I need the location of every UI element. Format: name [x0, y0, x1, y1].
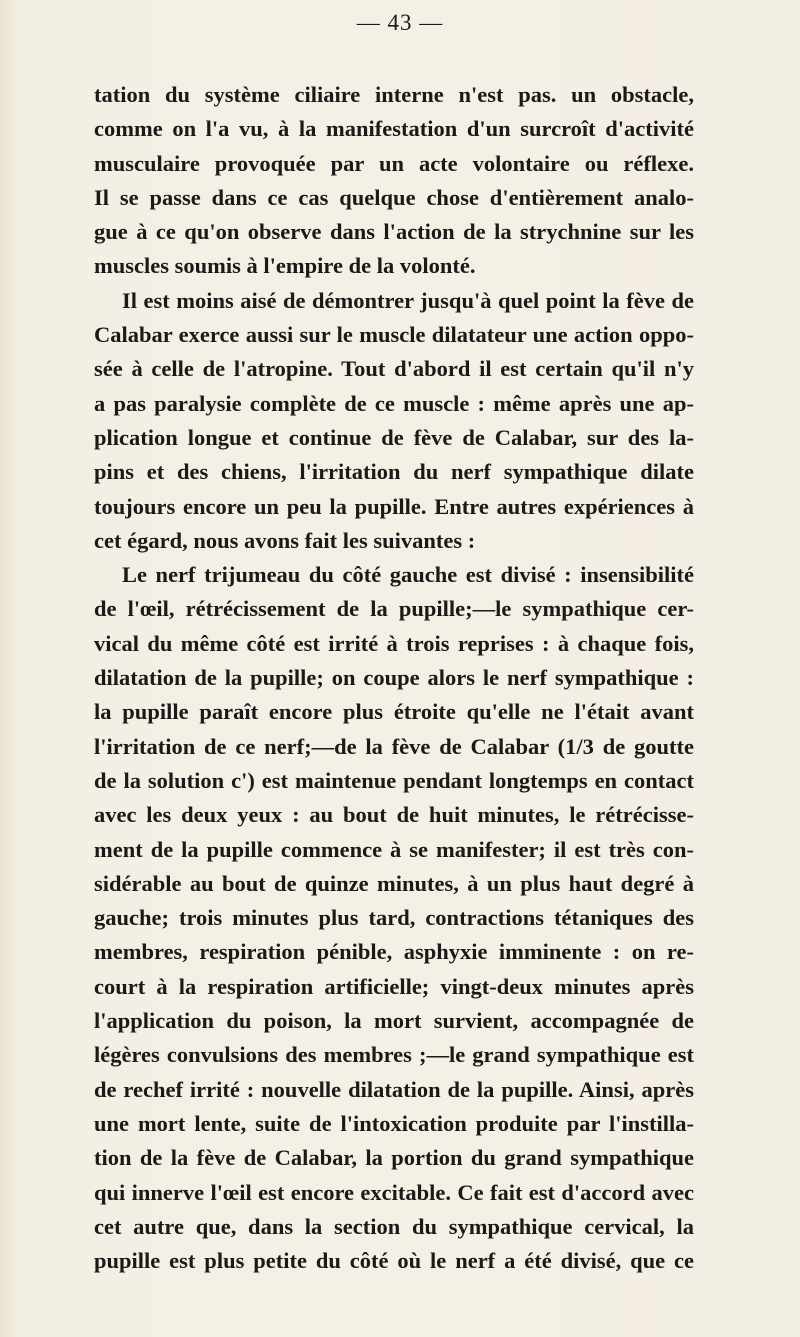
text-line: cet égard, nous avons fait les suivantes : — [94, 527, 476, 553]
text-line: comme on l'a vu, à la manifestation d'un surcroît d'activité — [94, 116, 694, 142]
text-line: muscles soumis à l'empire de la volonté. — [94, 253, 476, 279]
text-line: court à la respiration artificielle; vingt-deux minutes après — [94, 973, 694, 999]
text-line: membres, respiration pénible, asphyxie imminente : on re- — [94, 939, 694, 965]
text-line: sidérable au bout de quinze minutes, à un plus haut degré à — [94, 870, 694, 896]
text-line: tion de la fève de Calabar, la portion du grand sympathique — [94, 1145, 694, 1171]
text-line: une mort lente, suite de l'intoxication produite par l'instilla- — [94, 1110, 694, 1136]
text-line: pins et des chiens, l'irritation du nerf sympathique dilate — [94, 459, 694, 485]
text-line: avec les deux yeux : au bout de huit minutes, le rétrécisse- — [94, 802, 694, 828]
page-number: — 43 — — [356, 10, 444, 35]
text-line: Il se passe dans ce cas quelque chose d'entièrement analo- — [94, 184, 694, 210]
text-line: Calabar exerce aussi sur le muscle dilatateur une action oppo- — [94, 322, 694, 348]
text-line: a pas paralysie complète de ce muscle : même après une ap- — [94, 390, 694, 416]
text-line: cet autre que, dans la section du sympathique cervical, la — [94, 1213, 694, 1239]
text-line: gue à ce qu'on observe dans l'action de la strychnine sur les — [94, 219, 694, 245]
text-line: de l'œil, rétrécissement de la pupille;—le sympathique cer- — [94, 596, 694, 622]
text-line: musculaire provoquée par un acte volontaire ou réflexe. — [94, 150, 694, 176]
text-line: Le nerf trijumeau du côté gauche est divisé : insensibilité — [122, 562, 694, 588]
text-line: de rechef irrité : nouvelle dilatation de la pupille. Ainsi, après — [94, 1076, 694, 1102]
text-line: dilatation de la pupille; on coupe alors le nerf sympathique : — [94, 665, 694, 691]
text-line: pupille est plus petite du côté où le nerf a été divisé, que ce — [94, 1248, 694, 1274]
text-line: sée à celle de l'atropine. Tout d'abord il est certain qu'il n'y — [94, 356, 694, 382]
text-line: qui innerve l'œil est encore excitable. Ce fait est d'accord avec — [94, 1179, 694, 1205]
text-line: vical du même côté est irrité à trois reprises : à chaque fois, — [94, 630, 694, 656]
text-line: tation du système ciliaire interne n'est pas. un obstacle, — [94, 82, 694, 107]
text-line: plication longue et continue de fève de Calabar, sur des la- — [94, 424, 694, 450]
text-line: légères convulsions des membres ;—le grand sympathique est — [94, 1042, 694, 1068]
text-line: toujours encore un peu la pupille. Entre autres expériences à — [94, 493, 694, 519]
body-text — [94, 78, 694, 1278]
text-line: gauche; trois minutes plus tard, contractions tétaniques des — [94, 905, 694, 931]
text-line: ment de la pupille commence à se manifester; il est très con- — [94, 836, 694, 862]
text-line: l'irritation de ce nerf;—de la fève de Calabar (1/3 de goutte — [94, 733, 694, 759]
text-line: de la solution c') est maintenue pendant longtemps en contact — [94, 767, 694, 793]
text-line: la pupille paraît encore plus étroite qu'elle ne l'était avant — [94, 699, 694, 725]
text-line: Il est moins aisé de démontrer jusqu'à quel point la fève de — [122, 287, 694, 313]
text-line: l'application du poison, la mort survient, accompagnée de — [94, 1008, 694, 1034]
